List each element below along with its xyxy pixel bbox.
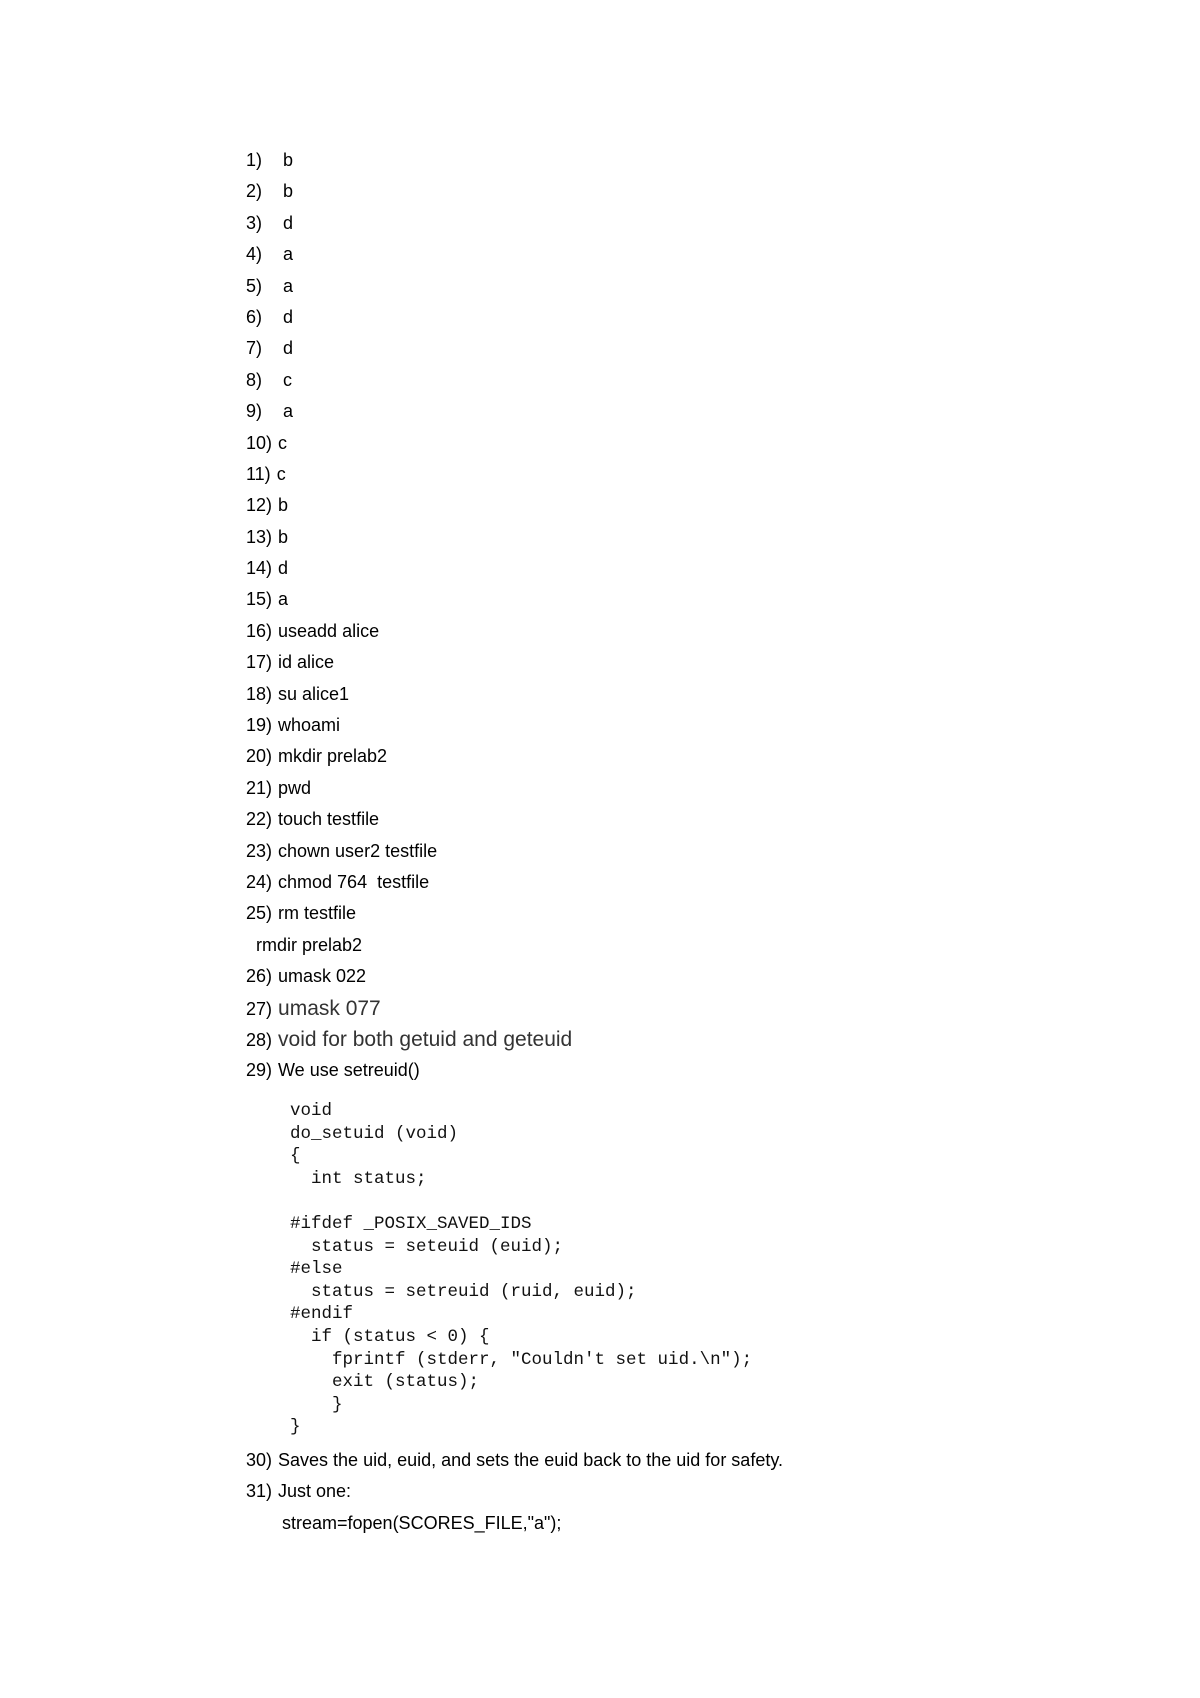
answer-text: a: [283, 275, 294, 296]
answer-row: [246, 145, 1046, 176]
answer-text: touch testfile: [278, 809, 380, 830]
answer-row: [246, 302, 1046, 333]
answer-number: 29): [246, 1060, 273, 1081]
answer-number: 14): [246, 558, 273, 579]
answer-number: 11): [246, 463, 271, 484]
answer-row: [246, 1024, 1046, 1055]
code-line: stream=fopen(SCORES_FILE,"a");: [282, 1512, 562, 1533]
answer-row: [246, 459, 1046, 490]
answer-text: umask 077: [278, 996, 381, 1020]
answer-number: 27): [246, 998, 273, 1019]
answer-text: b: [283, 181, 294, 202]
answer-text: d: [278, 558, 289, 579]
answer-text: d: [283, 306, 294, 327]
answer-row: [246, 333, 1046, 364]
answer-row: [246, 271, 1046, 302]
answer-text: chown user2 testfile: [278, 840, 438, 861]
answer-text: rmdir prelab2: [256, 934, 363, 955]
answer-text: Saves the uid, euid, and sets the euid back to the uid for safety.: [278, 1450, 783, 1470]
answer-number: 12): [246, 495, 273, 516]
answer-number: 20): [246, 746, 273, 767]
answer-text: c: [276, 463, 286, 484]
answer-row: [246, 428, 1046, 459]
answer-number: 1): [246, 150, 263, 170]
answer-text: b: [283, 150, 294, 170]
answer-number: 7): [246, 338, 263, 359]
answer-row: [246, 584, 1046, 615]
answer-text: d: [283, 212, 294, 233]
answer-number: 2): [246, 181, 263, 202]
answer-number: 17): [246, 652, 273, 673]
answer-number: 28): [246, 1029, 273, 1050]
answer-text: c: [283, 369, 292, 390]
answer-row: [246, 773, 1046, 804]
answer-number: 8): [246, 369, 263, 390]
answer-row: [246, 898, 1046, 929]
answer-row: [246, 804, 1046, 835]
answer-text: We use setreuid(): [278, 1060, 420, 1081]
answer-number: 19): [246, 715, 273, 736]
answer-row: [246, 993, 1046, 1024]
answer-text: Just one:: [278, 1481, 352, 1502]
answer-number: 25): [246, 903, 273, 924]
answer-number: 21): [246, 777, 273, 798]
answer-text: void for both getuid and geteuid: [278, 1027, 573, 1051]
answer-text: useadd alice: [278, 620, 380, 641]
answer-row: [246, 553, 1046, 584]
answer-text: a: [278, 589, 289, 610]
answer-text: id alice: [278, 652, 335, 673]
answer-text: rm testfile: [278, 903, 357, 924]
answer-text: b: [278, 495, 289, 516]
answer-row: [246, 239, 1046, 270]
answer-list: [246, 145, 1046, 1087]
answer-row: [246, 208, 1046, 239]
answer-row: [246, 365, 1046, 396]
answer-number: 9): [246, 401, 263, 422]
answer-number: 30): [246, 1450, 273, 1470]
answer-number: 5): [246, 275, 263, 296]
answer-number: 3): [246, 212, 263, 233]
answer-text: a: [283, 244, 294, 265]
answer-row: [246, 522, 1046, 553]
answer-text: pwd: [278, 777, 312, 798]
answer-number: 31): [246, 1481, 273, 1502]
answer-row: [246, 741, 1046, 772]
answer-text: b: [278, 526, 289, 547]
answer-row: [246, 616, 1046, 647]
answer-row: [246, 679, 1046, 710]
answer-text: whoami: [278, 715, 341, 736]
answer-text: mkdir prelab2: [278, 746, 388, 767]
answer-text: d: [283, 338, 294, 359]
answer-number: 22): [246, 809, 273, 830]
code-block: void do_setuid (void) { int status; #ifdef _POSIX_SAVED_IDS status = seteuid (euid); #else status = setreuid (ruid, euid); #endif if (status < 0) { fprintf (stderr, "Couldn't set uid.\n"); exit (status); } }: [290, 1101, 753, 1438]
answer-row: [246, 867, 1046, 898]
answer-row: [246, 836, 1046, 867]
answer-number: 4): [246, 244, 263, 265]
answer-number: 18): [246, 683, 273, 704]
answer-number: 26): [246, 966, 273, 987]
answer-row-continuation: [246, 1508, 1146, 1539]
answer-text: chmod 764 testfile: [278, 871, 430, 892]
answer-number: 24): [246, 871, 273, 892]
answer-number: 13): [246, 526, 273, 547]
answer-row: [246, 1476, 1146, 1507]
answer-number: 15): [246, 589, 273, 610]
answer-text: c: [278, 432, 288, 453]
answer-row: [246, 1445, 1146, 1476]
answer-number: 16): [246, 620, 273, 641]
answer-row: [246, 647, 1046, 678]
answer-row: [246, 490, 1046, 521]
answer-row: [246, 710, 1046, 741]
answer-row: [246, 176, 1046, 207]
answer-row: [246, 1055, 1046, 1086]
answer-number: 6): [246, 306, 263, 327]
answer-text: a: [283, 401, 294, 422]
answer-number: 10): [246, 432, 273, 453]
answer-text: umask 022: [278, 966, 367, 987]
answer-row: [246, 961, 1046, 992]
answer-number: 23): [246, 840, 273, 861]
answer-row-continuation: [246, 930, 1046, 961]
answer-list-tail: [246, 1445, 1146, 1539]
answer-row: [246, 396, 1046, 427]
answer-text: su alice1: [278, 683, 350, 704]
